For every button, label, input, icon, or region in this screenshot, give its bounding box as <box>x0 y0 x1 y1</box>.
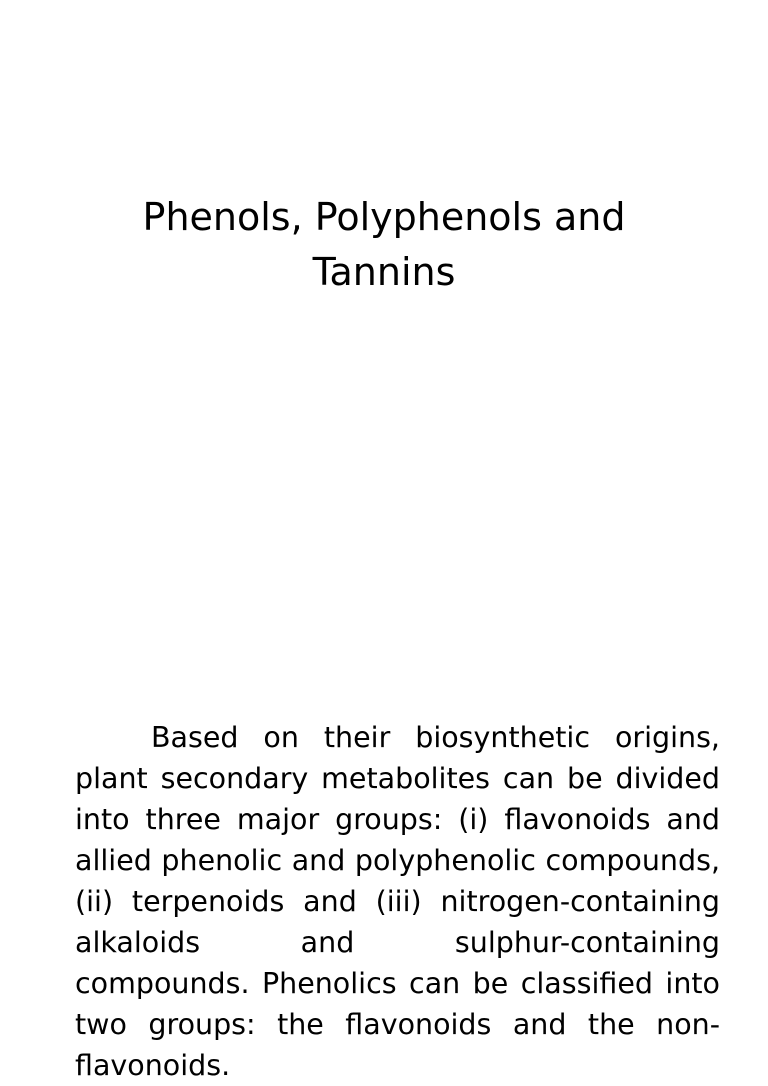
body-paragraph: Based on their biosynthetic origins, plant secondary metabolites can be divided into three major groups: (i) flavonoids and allied phenolic and polyphenolic compounds, (ii) terpenoids and (iii) nitrogen-containing alkaloids and sulphur-containing compounds. Phenolics can be classified into two groups: the flavonoids and the non-flavonoids. <box>75 721 720 1082</box>
slide-title-line-2: Tannins <box>312 250 456 294</box>
slide-title-line-1: Phenols, Polyphenols and <box>142 195 626 239</box>
slide-title <box>0 190 768 300</box>
